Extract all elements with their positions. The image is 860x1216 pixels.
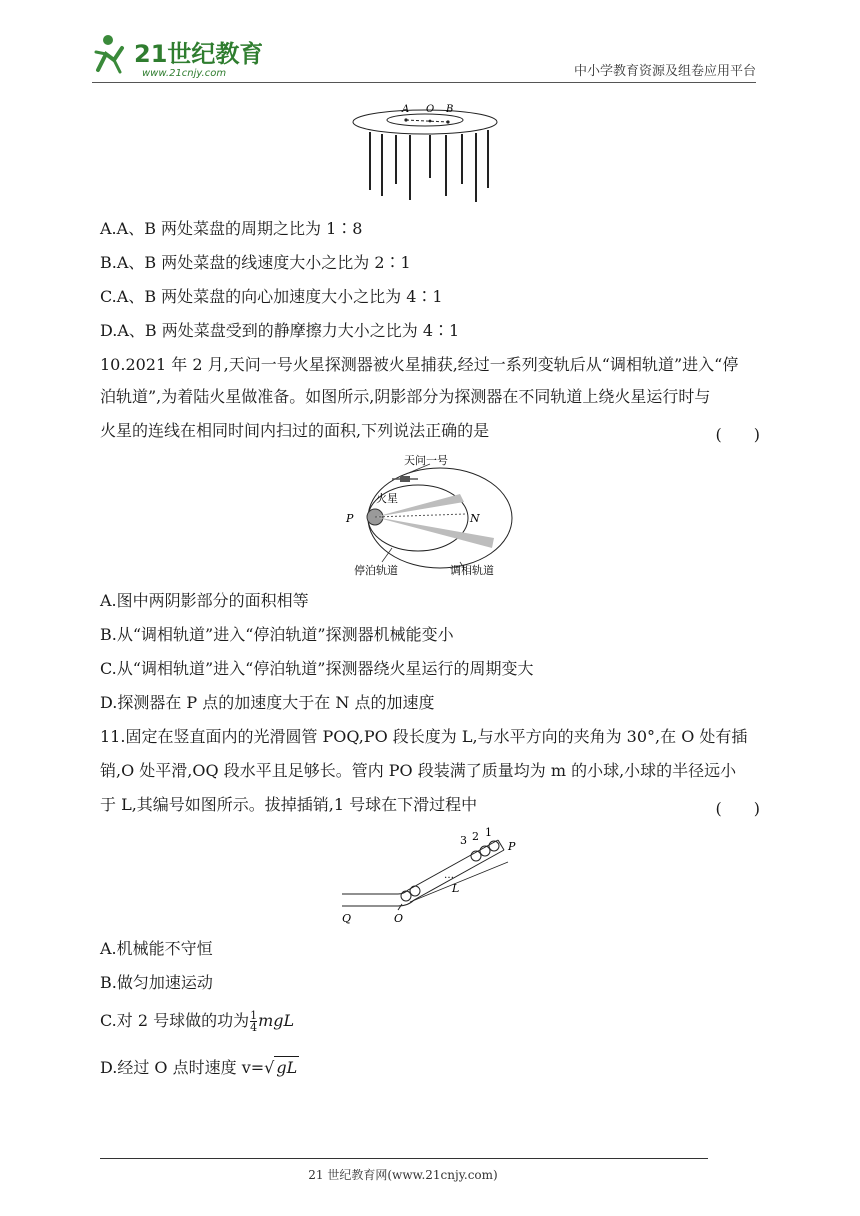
q11-option-c xyxy=(100,1010,294,1033)
logo-text: 21世纪教育 xyxy=(134,40,262,68)
q11-option-d xyxy=(100,1056,299,1079)
q11-option-c-fraction xyxy=(250,1010,257,1033)
q11-stem-line-2: 销,O 处平滑,OQ 段水平且足够长。管内 PO 段装满了质量均为 m 的小球,小球的半径远小 xyxy=(100,761,737,780)
q11-ball-1-label: 1 xyxy=(485,826,492,839)
fraction-numerator: 1 xyxy=(250,1009,258,1022)
q9-option-c: C.A、B 两处菜盘的向心加速度大小之比为 4∶1 xyxy=(100,287,443,306)
footer-text: 21 世纪教育网(www.21cnjy.com) xyxy=(308,1168,498,1182)
site-logo xyxy=(92,30,262,80)
q10-figure xyxy=(340,450,520,580)
q9-option-b: B.A、B 两处菜盘的线速度大小之比为 2∶1 xyxy=(100,253,411,272)
footer-divider xyxy=(100,1158,708,1159)
q9-option-d: D.A、B 两处菜盘受到的静摩擦力大小之比为 4∶1 xyxy=(100,321,460,340)
q11-point-q: Q xyxy=(342,912,352,925)
q9-label-b: B xyxy=(446,104,454,115)
q10-stem-line-2: 泊轨道”,为着陆火星做准备。如图所示,阴影部分为探测器在不同轨道上绕火星运行时与 xyxy=(100,387,711,406)
q10-point-p: P xyxy=(346,512,354,525)
sqrt-icon: √ xyxy=(264,1058,275,1077)
q9-option-a: A.A、B 两处菜盘的周期之比为 1∶8 xyxy=(100,219,363,238)
q11-option-c-prefix: C.对 2 号球做的功为 xyxy=(100,1011,250,1030)
header-tagline: 中小学教育资源及组卷应用平台 xyxy=(573,64,756,79)
runner-logo-icon xyxy=(96,35,122,72)
q11-answer-paren: ( ) xyxy=(715,799,760,818)
q10-answer-paren: ( ) xyxy=(715,425,760,444)
q10-parking-orbit-label: 停泊轨道 xyxy=(354,564,398,577)
q10-phasing-orbit-label: 调相轨道 xyxy=(450,564,494,577)
q11-point-p: P xyxy=(508,840,516,853)
q10-option-d: D.探测器在 P 点的加速度大于在 N 点的加速度 xyxy=(100,693,435,712)
q10-option-b: B.从“调相轨道”进入“停泊轨道”探测器机械能变小 xyxy=(100,625,454,644)
q9-label-a: A xyxy=(402,104,410,115)
fraction-denominator: 4 xyxy=(250,1021,258,1034)
q11-ball-2-label: 2 xyxy=(472,830,479,843)
q10-option-a: A.图中两阴影部分的面积相等 xyxy=(100,591,309,610)
q10-option-c: C.从“调相轨道”进入“停泊轨道”探测器绕火星运行的周期变大 xyxy=(100,659,534,678)
q11-ball-3-label: 3 xyxy=(460,834,467,847)
header-divider xyxy=(92,82,756,83)
q10-stem-line-3: 火星的连线在相同时间内扫过的面积,下列说法正确的是 xyxy=(100,421,490,440)
q10-mars-label: 火星 xyxy=(376,492,398,505)
q11-option-a: A.机械能不守恒 xyxy=(100,939,213,958)
q9-figure xyxy=(350,100,500,206)
q11-option-d-root: gL xyxy=(276,1058,298,1077)
q10-stem-line-1: 10.2021 年 2 月,天问一号火星探测器被火星捕获,经过一系列变轨后从“调相轨道”进入“停 xyxy=(100,355,739,374)
q10-probe-label: 天问一号 xyxy=(404,454,448,467)
q11-stem-line-3: 于 L,其编号如图所示。拔掉插销,1 号球在下滑过程中 xyxy=(100,795,478,814)
q9-label-o: O xyxy=(426,104,435,115)
q11-point-o: O xyxy=(394,912,404,925)
q11-stem-line-1: 11.固定在竖直面内的光滑圆管 POQ,PO 段长度为 L,与水平方向的夹角为 30°,在 O 处有插 xyxy=(100,727,748,746)
q11-option-d-prefix: D.经过 O 点时速度 v= xyxy=(100,1058,265,1077)
q10-point-n: N xyxy=(470,512,480,525)
logo-url: www.21cnjy.com xyxy=(142,68,227,79)
q11-ellipsis: … xyxy=(444,870,454,881)
q11-figure xyxy=(338,822,528,926)
q11-length-l: L xyxy=(452,882,460,895)
q11-option-c-suffix: mgL xyxy=(258,1011,295,1030)
q11-option-b: B.做匀加速运动 xyxy=(100,973,213,992)
